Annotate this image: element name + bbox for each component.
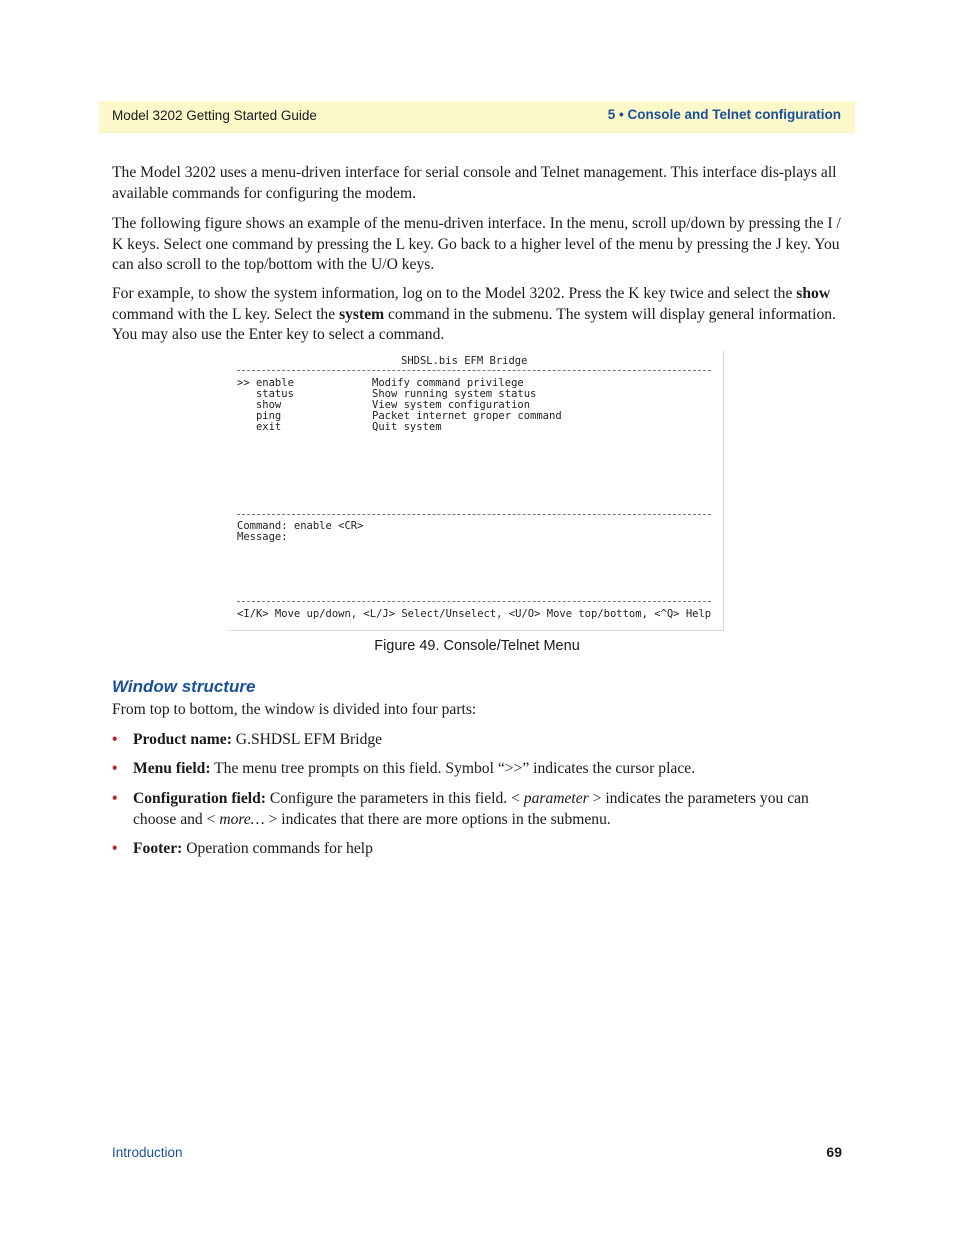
divider-middle <box>237 514 711 515</box>
menu-item-status: status <box>237 388 294 400</box>
menu-item-enable: >> enable <box>237 377 294 389</box>
bullet-label: Product name: <box>133 731 232 748</box>
menu-desc-enable: Modify command privilege <box>372 377 524 389</box>
bullet-label: Configuration field: <box>133 790 266 807</box>
command-line: Command: enable <CR> <box>237 520 364 532</box>
bullet-label: Menu field: <box>133 760 211 777</box>
section-intro: From top to bottom, the window is divided into four parts: <box>112 701 477 718</box>
figure-caption: Figure 49. Console/Telnet Menu <box>374 638 580 654</box>
section-heading: Window structure <box>112 677 256 696</box>
bullet-icon: • <box>112 790 118 807</box>
show-keyword: show <box>796 285 831 302</box>
help-footer-line: <I/K> Move up/down, <L/J> Select/Unselect, <U/O> Move top/bottom, <^Q> Help <box>237 608 712 620</box>
bullet-icon: • <box>112 760 118 777</box>
menu-desc-show: View system configuration <box>372 399 531 411</box>
menu-item-exit: exit <box>237 421 282 433</box>
console-menu-figure <box>229 351 724 631</box>
menu-item-show: show <box>237 399 282 411</box>
divider-bottom <box>237 601 711 602</box>
example-paragraph: For example, to show the system information, log on to the Model 3202. Press the K key twice and select the show command with the L key. Select the system command in the submenu. The system will display general information. You may also use the Enter key to select a command. <box>112 285 836 343</box>
bullet-icon: • <box>112 840 118 857</box>
menu-desc-ping: Packet internet groper command <box>372 410 562 422</box>
divider-top <box>237 370 711 371</box>
chapter-title: 5 • Console and Telnet configuration <box>607 107 841 122</box>
intro-paragraph: The Model 3202 uses a menu-driven interface for serial console and Telnet management. This interface dis-plays all available commands for configuring the modem. <box>112 164 837 202</box>
running-header <box>99 101 855 133</box>
bullet-icon: • <box>112 731 118 748</box>
menu-desc-exit: Quit system <box>372 421 442 433</box>
guide-title: Model 3202 Getting Started Guide <box>112 108 317 123</box>
page-number: 69 <box>826 1144 842 1160</box>
system-keyword: system <box>339 305 385 323</box>
message-line: Message: <box>237 531 288 543</box>
footer-section-name: Introduction <box>112 1145 183 1160</box>
menu-item-ping: ping <box>237 410 282 422</box>
product-name-line: SHDSL.bis EFM Bridge <box>401 355 528 367</box>
bullet-label: Footer: <box>133 840 183 857</box>
navigation-paragraph: The following figure shows an example of the menu-driven interface. In the menu, scroll up/down by pressing the I / K keys. Select one command by pressing the L key. Go back to a higher level of the menu by pressing the J key. You can also scroll to the top/bottom with the U/O keys. <box>112 215 841 273</box>
menu-desc-status: Show running system status <box>372 388 537 400</box>
